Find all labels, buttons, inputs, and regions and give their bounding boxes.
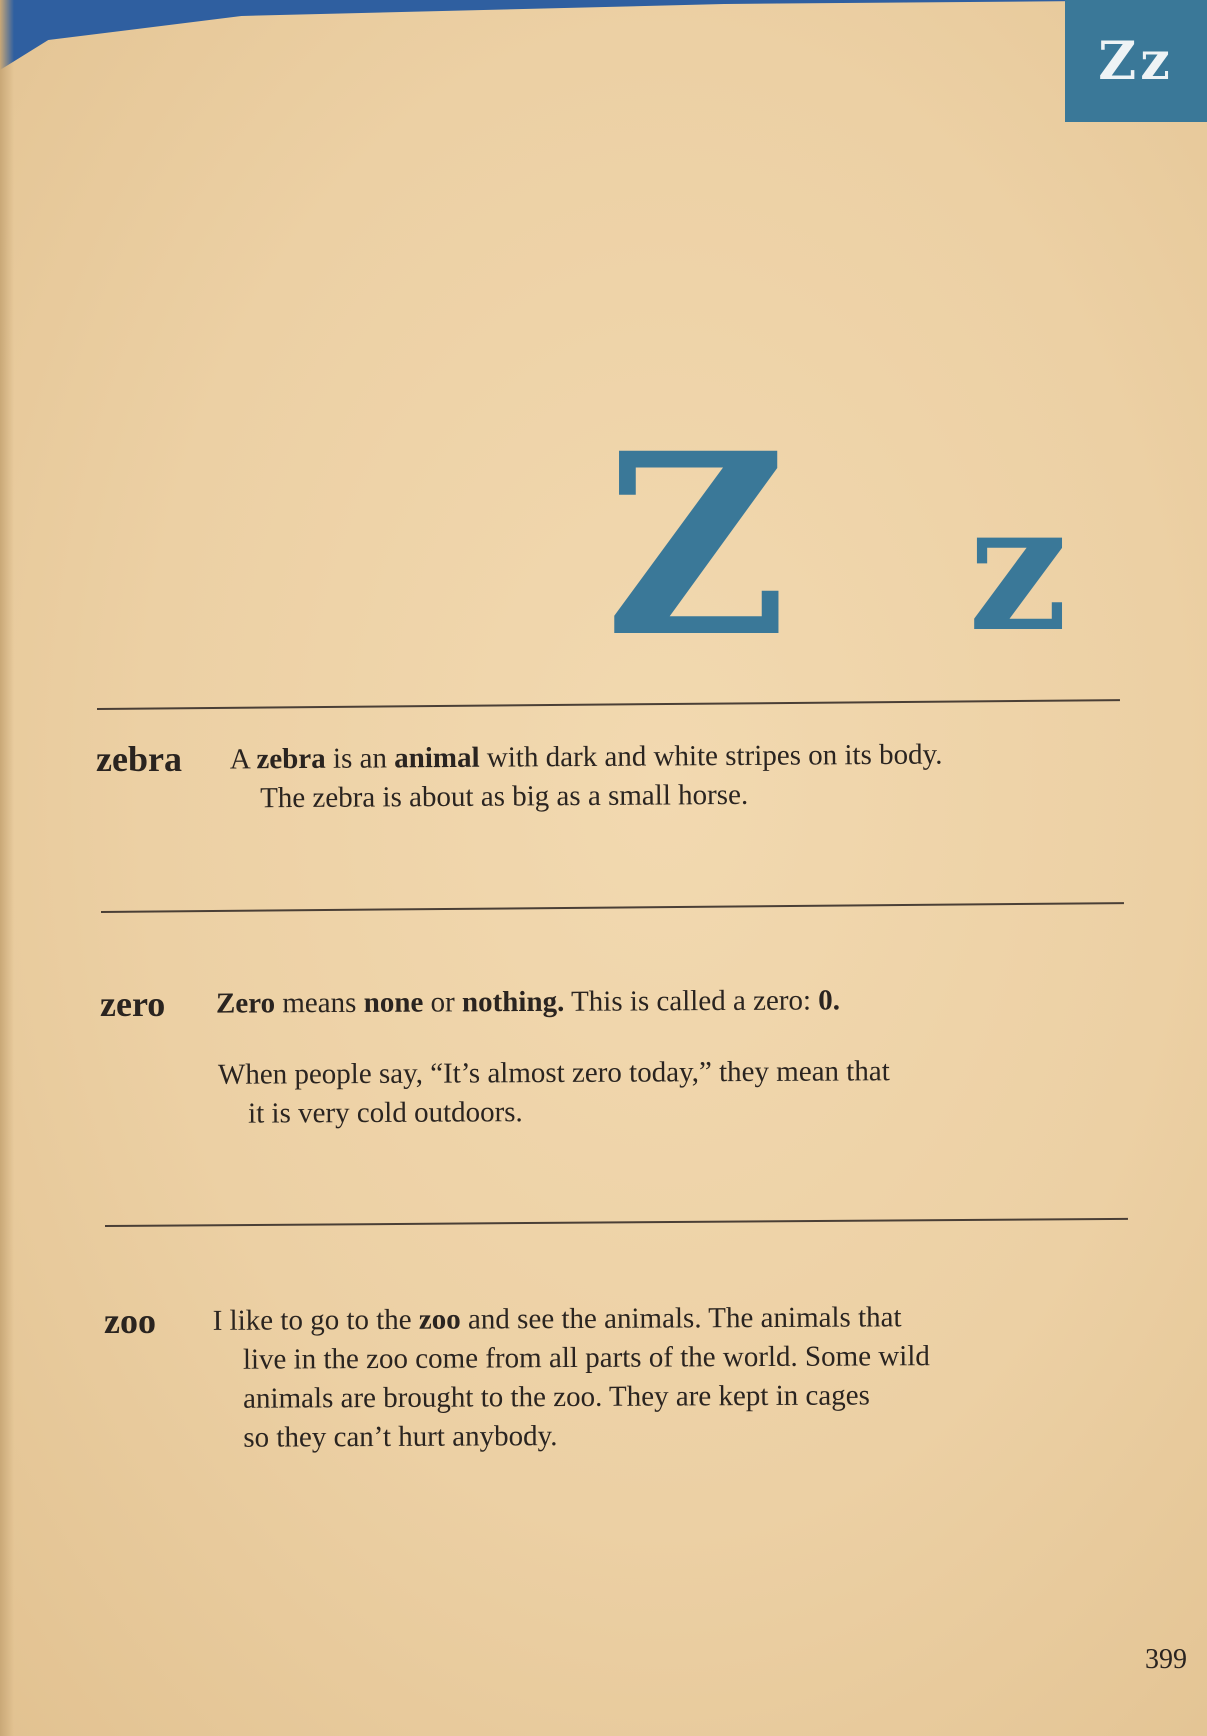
text-run: means <box>274 986 364 1020</box>
definition-line: so they can’t hurt anybody. <box>243 1420 558 1454</box>
book-cover-corner <box>0 0 1207 70</box>
letter-tab-label: Zz <box>1098 30 1174 92</box>
bold-term: none <box>363 986 424 1019</box>
bold-term: nothing. <box>461 985 565 1019</box>
definition-line: it is very cold outdoors. <box>248 1096 523 1130</box>
entry-word-zebra: zebra <box>96 739 182 779</box>
definition-line: live in the zoo come from all parts of the world. Some wild <box>242 1340 930 1376</box>
heading-uppercase-letter: Z <box>605 398 788 692</box>
entry-definition-zebra <box>230 736 943 819</box>
definition-line: When people say, “It’s almost zero today,” they mean that <box>217 1055 890 1091</box>
divider-rule <box>101 902 1124 913</box>
text-run: This is called a zero: <box>564 984 819 1018</box>
text-run: I like to go to the <box>212 1303 419 1337</box>
text-run: A <box>229 743 257 776</box>
page-number: 399 <box>1145 1644 1187 1675</box>
letter-tab <box>1065 0 1207 122</box>
entry-definition-zero <box>216 981 840 1023</box>
heading-lowercase-letter: z <box>968 464 1068 671</box>
entry-word-zoo: zoo <box>104 1301 156 1341</box>
definition-line: The zebra is about as big as a small horse. <box>260 778 749 815</box>
definition-line <box>216 981 840 1023</box>
bold-term: Zero <box>215 987 276 1020</box>
bold-term: zoo <box>418 1303 461 1336</box>
divider-rule <box>97 699 1120 710</box>
entry-word-zero: zero <box>100 984 166 1024</box>
bold-term: 0. <box>818 984 841 1017</box>
text-run: or <box>423 986 463 1019</box>
entry-definition-zoo <box>213 1298 931 1458</box>
definition-line: animals are brought to the zoo. They are kept in cages <box>243 1379 870 1415</box>
divider-rule <box>105 1218 1128 1227</box>
definition-line <box>230 736 943 780</box>
bold-term: animal <box>394 741 480 775</box>
page-edge-shadow <box>0 0 14 1736</box>
text-run: with dark and white stripes on its body. <box>479 738 943 774</box>
definition-line <box>213 1298 930 1341</box>
entry-example-zero <box>218 1052 890 1134</box>
text-run: is an <box>325 742 395 775</box>
bold-term: zebra <box>256 742 326 776</box>
text-run: and see the animals. The animals that <box>460 1301 902 1336</box>
